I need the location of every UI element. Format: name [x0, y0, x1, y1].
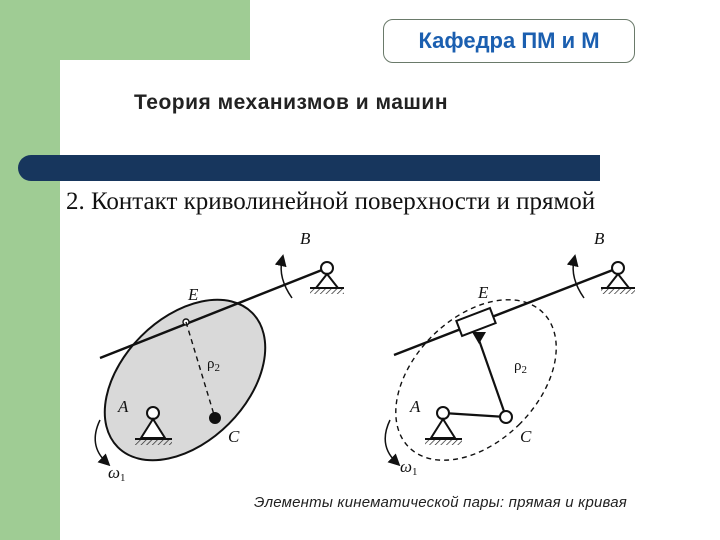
section-heading: 2. Контакт криволинейной поверхности и прямой [66, 188, 596, 215]
right-slider-block [456, 308, 495, 336]
left-mechanism [74, 229, 344, 490]
right-rho-symbol: ρ [514, 358, 522, 374]
right-label-e: E [478, 283, 489, 302]
right-label-omega [400, 457, 418, 478]
left-cam [74, 269, 296, 490]
top-green-block [0, 0, 250, 60]
subject-title: Теория механизмов и машин [134, 91, 449, 114]
left-support-b [310, 262, 344, 294]
right-support-b [601, 262, 635, 294]
right-link-ec [479, 340, 506, 417]
right-label-c: C [520, 427, 532, 446]
left-omega-arrow [95, 420, 106, 462]
right-omega-subscript: 1 [412, 466, 418, 478]
left-rho-symbol: ρ [207, 356, 215, 372]
right-link-ac [443, 413, 506, 417]
left-label-b: B [300, 229, 311, 248]
divider-gap [600, 155, 720, 181]
department-badge: Кафедра ПМ и М [383, 19, 635, 63]
left-label-c: C [228, 427, 240, 446]
right-rocker-line [394, 268, 618, 355]
right-omega-symbol: ω [400, 457, 413, 476]
right-center-c [500, 411, 512, 423]
kinematic-pair-diagram [60, 220, 700, 490]
right-mechanism [365, 229, 635, 490]
left-label-e: E [188, 285, 199, 304]
left-omega-symbol: ω [108, 463, 121, 482]
right-support-a [425, 407, 462, 445]
left-center-c [209, 412, 221, 424]
right-rho-subscript: 2 [521, 364, 527, 376]
title-divider-bar [18, 155, 600, 181]
right-label-b: B [594, 229, 605, 248]
right-label-rho [514, 358, 527, 376]
diagram-caption: Элементы кинематической пары: прямая и кривая [254, 494, 627, 511]
right-b-rotation-arrow [573, 260, 584, 298]
left-green-stripe [0, 0, 60, 540]
left-rho-subscript: 2 [214, 362, 220, 374]
left-label-omega [108, 463, 126, 484]
left-b-rotation-arrow [281, 260, 292, 298]
right-cam-outline [365, 269, 587, 490]
right-omega-arrow [385, 420, 396, 462]
right-label-a: A [410, 397, 421, 416]
left-label-a: A [118, 397, 129, 416]
left-omega-subscript: 1 [120, 472, 126, 484]
